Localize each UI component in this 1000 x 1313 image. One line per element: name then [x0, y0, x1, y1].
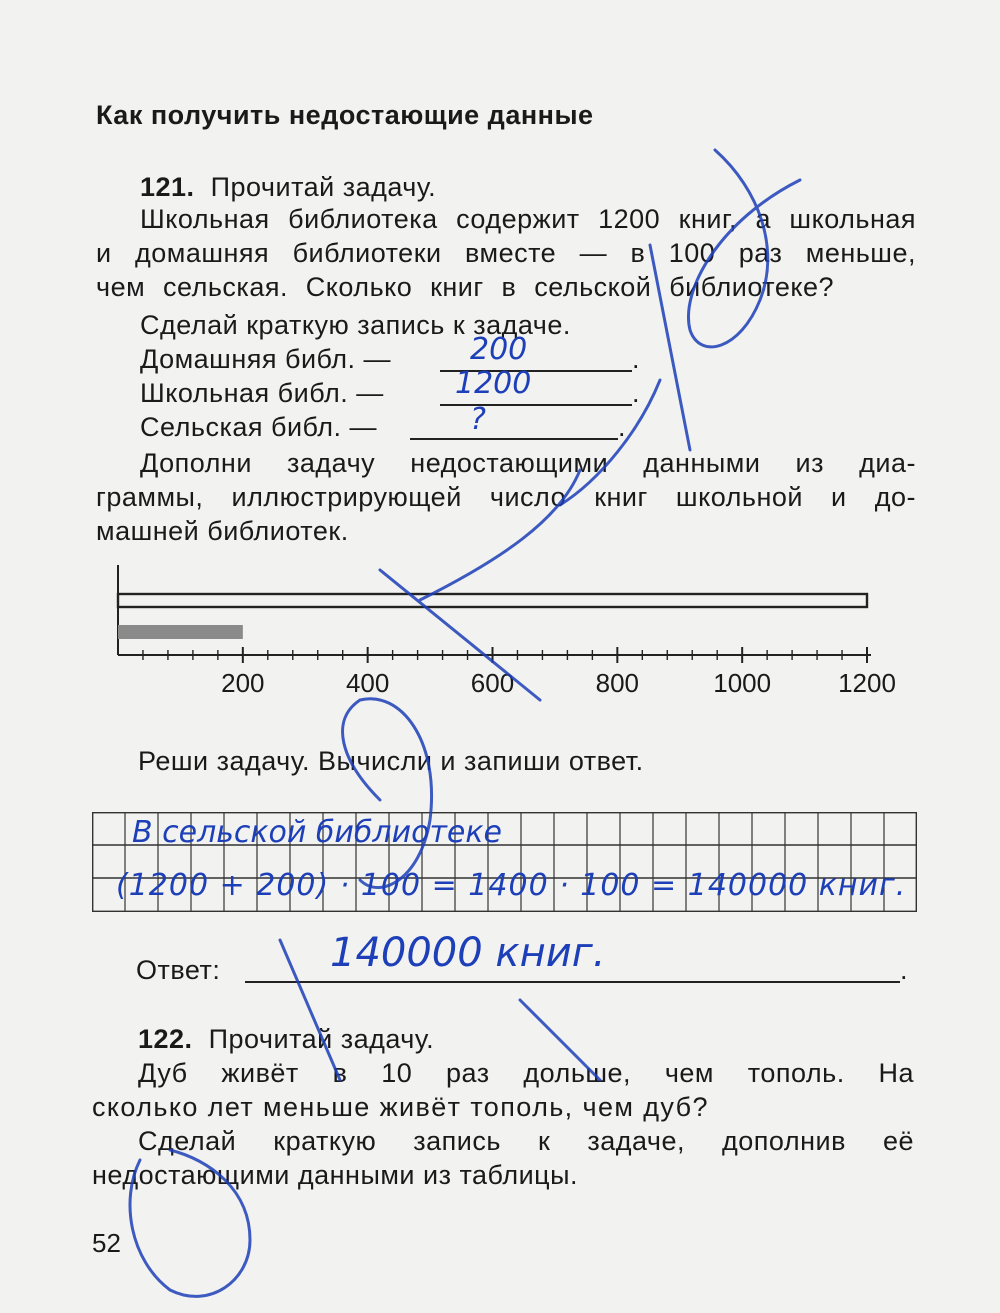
task-instruction: Прочитай задачу.	[208, 1024, 435, 1054]
answer-label: Ответ:	[136, 955, 221, 985]
short-record-blank	[410, 438, 618, 440]
chart-tick-label: 600	[470, 668, 515, 698]
handwritten-answer-village: ?	[470, 402, 486, 437]
task-122-header	[138, 1024, 434, 1055]
short-record-end: .	[632, 344, 641, 374]
task-122-text-line: Сделай краткую запись к задаче, дополнив её	[138, 1126, 914, 1156]
short-record-label-home: Домашняя библ. —	[140, 344, 392, 374]
short-record-end: .	[632, 378, 641, 408]
supplement-text-line: машней библиотек.	[96, 516, 349, 546]
handwritten-answer-school: 1200	[455, 366, 532, 401]
short-record-label-village: Сельская библ. —	[140, 412, 378, 442]
supplement-text-line: Дополни задачу недостающими данными из диа-	[140, 448, 916, 478]
chart-tick-label: 800	[595, 668, 640, 698]
supplement-text-line: граммы, иллюстрирующей число книг школьной и до-	[96, 482, 916, 512]
task-121-header	[140, 172, 436, 203]
books-bar-chart	[0, 560, 1000, 710]
task-number: 122.	[138, 1024, 193, 1054]
solve-prompt: Реши задачу. Вычисли и запиши ответ.	[138, 746, 644, 776]
answer-end: .	[900, 955, 909, 985]
bar-home-library	[118, 625, 243, 639]
handwritten-answer-home: 200	[470, 332, 528, 367]
chart-tick-label: 200	[221, 668, 265, 698]
short-record-label-school: Школьная библ. —	[140, 378, 384, 408]
task-122-text-line: недостающими данными из таблицы.	[92, 1160, 579, 1190]
task-121-text-line: Школьная библиотека содержит 1200 книг, а школьная	[140, 204, 916, 234]
page-number: 52	[92, 1228, 121, 1258]
task-121-text-line: и домашняя библиотеки вместе — в 100 раз меньше,	[96, 238, 916, 268]
handwritten-answer: 140000 книг.	[330, 930, 606, 976]
chart-tick-label: 1000	[713, 668, 772, 698]
answer-blank	[245, 981, 900, 983]
task-121-text-line: чем сельская. Сколько книг в сельской библиотеке?	[96, 272, 834, 302]
handwritten-solution-line: (1200 + 200) · 100 = 1400 · 100 = 140000 книг.	[116, 868, 907, 903]
section-title: Как получить недостающие данные	[96, 100, 594, 130]
task-122-text-line: Дуб живёт в 10 раз дольше, чем тополь. На	[138, 1058, 914, 1088]
short-record-blank	[440, 404, 632, 406]
task-122-text-line: сколько лет меньше живёт тополь, чем дуб?	[92, 1092, 709, 1122]
task-instruction: Прочитай задачу.	[210, 172, 437, 202]
task-number: 121.	[140, 172, 195, 202]
short-record-prompt: Сделай краткую запись к задаче.	[140, 310, 571, 340]
chart-tick-label: 400	[345, 668, 390, 698]
handwritten-solution-line: В сельской библиотеке	[132, 815, 502, 850]
bar-school-library	[118, 594, 867, 607]
short-record-end: .	[618, 412, 627, 442]
chart-tick-label: 1200	[838, 668, 896, 698]
show-through-text	[180, 15, 186, 41]
